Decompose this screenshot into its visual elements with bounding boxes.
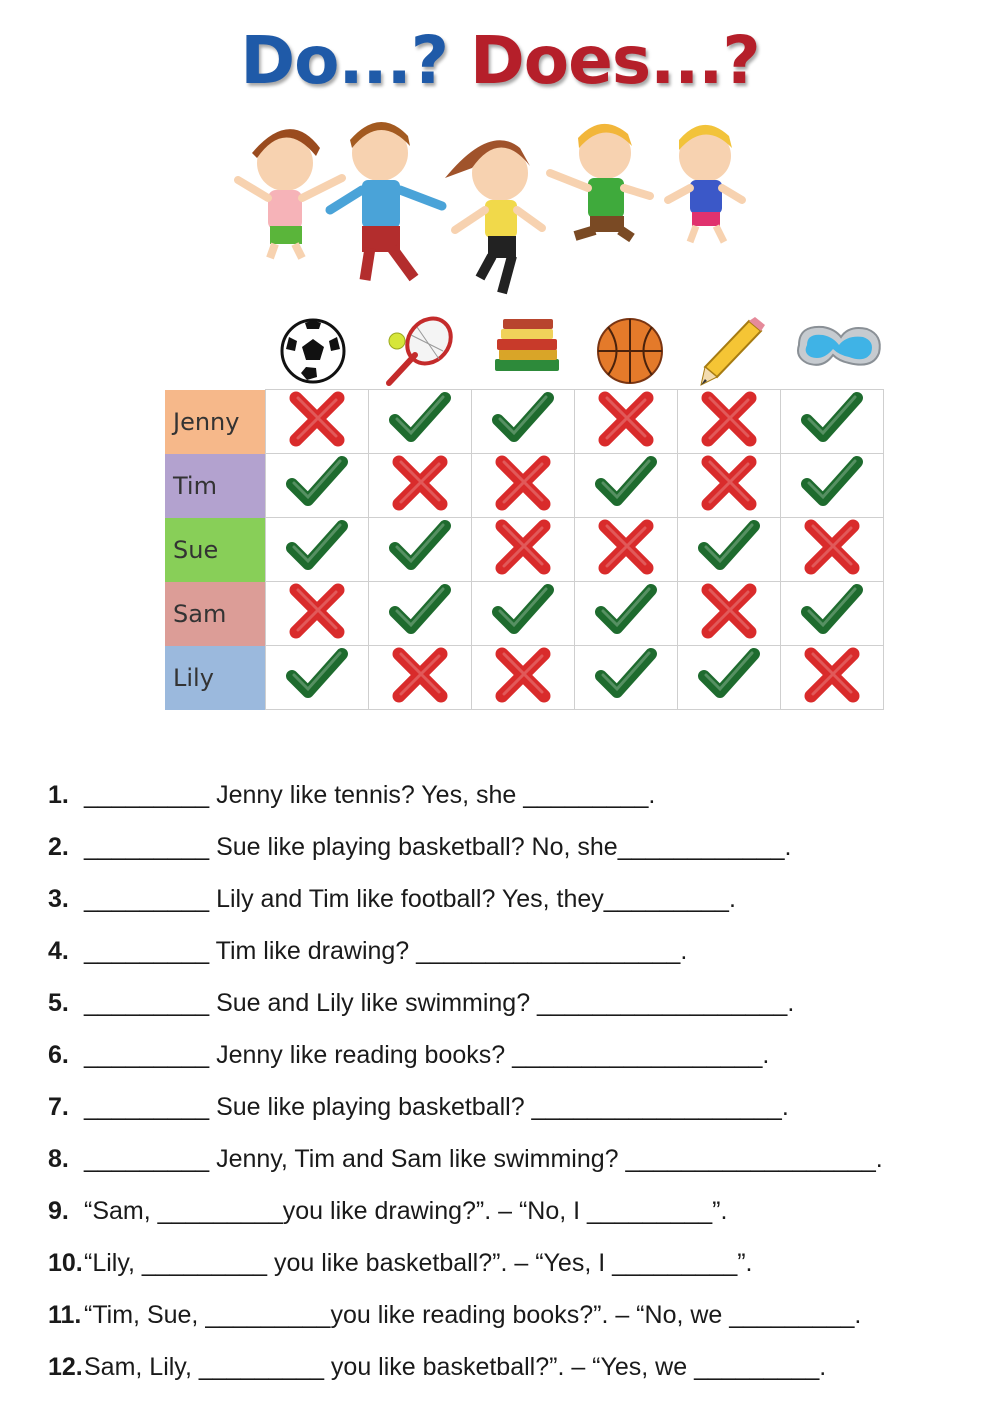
question-item xyxy=(48,1348,968,1400)
question-number: 2. xyxy=(48,833,69,861)
grid-cell xyxy=(369,454,472,518)
grid-cell xyxy=(781,582,884,646)
grid-cell xyxy=(678,582,781,646)
question-item xyxy=(48,1244,968,1296)
cross-mark-icon xyxy=(492,646,554,704)
cross-mark-icon xyxy=(492,454,554,512)
cross-mark-icon xyxy=(595,390,657,448)
question-item xyxy=(48,828,968,880)
question-text: _________ Tim like drawing? ___________________. xyxy=(84,937,688,965)
grid-cell xyxy=(266,454,369,518)
check-mark-icon xyxy=(698,646,760,704)
question-number: 12. xyxy=(48,1353,83,1381)
kid-1 xyxy=(238,129,342,258)
grid-cell xyxy=(678,646,781,710)
grid-cell xyxy=(678,390,781,454)
grid-cell xyxy=(472,390,575,454)
check-mark-icon xyxy=(801,454,863,512)
cross-mark-icon xyxy=(286,390,348,448)
grid-row-jenny xyxy=(165,390,884,454)
grid-cell xyxy=(369,582,472,646)
question-number: 4. xyxy=(48,937,69,965)
cross-mark-icon xyxy=(492,518,554,576)
question-number: 6. xyxy=(48,1041,69,1069)
check-mark-icon xyxy=(492,582,554,640)
grid-cell xyxy=(575,390,678,454)
activity-icons-row xyxy=(259,315,879,390)
grid-cell xyxy=(369,646,472,710)
title-do: Do...? xyxy=(240,22,448,99)
grid-cell xyxy=(575,518,678,582)
kid-5 xyxy=(668,125,742,242)
check-mark-icon xyxy=(389,582,451,640)
grid-cell xyxy=(472,582,575,646)
question-item xyxy=(48,1192,968,1244)
grid-cell xyxy=(678,518,781,582)
check-mark-icon xyxy=(595,582,657,640)
grid-row-tim xyxy=(165,454,884,518)
grid-row-sue xyxy=(165,518,884,582)
grid-cell xyxy=(472,518,575,582)
grid-cell xyxy=(575,454,678,518)
grid-cell xyxy=(472,454,575,518)
question-text: _________ Sue like playing basketball? No, she____________. xyxy=(84,833,792,861)
question-text: “Tim, Sue, _________you like reading books?”. – “No, we _________. xyxy=(84,1301,862,1329)
questions-list xyxy=(48,776,968,1400)
grid-cell xyxy=(781,454,884,518)
grid-cell xyxy=(781,518,884,582)
grid-cell xyxy=(575,646,678,710)
question-item xyxy=(48,776,968,828)
question-text: Sam, Lily, _________ you like basketball?”. – “Yes, we _________. xyxy=(84,1353,827,1381)
grid-cell xyxy=(266,646,369,710)
grid-cell xyxy=(369,390,472,454)
check-mark-icon xyxy=(286,518,348,576)
question-number: 5. xyxy=(48,989,69,1017)
tennis-racket-icon xyxy=(381,315,459,387)
title-does: Does...? xyxy=(469,22,760,99)
check-mark-icon xyxy=(492,390,554,448)
grid-cell xyxy=(781,390,884,454)
grid-cell xyxy=(472,646,575,710)
grid-cell xyxy=(266,518,369,582)
row-name-label: Sam xyxy=(165,582,266,646)
question-text: _________ Lily and Tim like football? Yes, they_________. xyxy=(84,885,736,913)
question-item xyxy=(48,1296,968,1348)
question-text: _________ Sue like playing basketball? __________________. xyxy=(84,1093,789,1121)
question-number: 11. xyxy=(48,1301,82,1329)
worksheet-title xyxy=(0,22,1000,99)
question-number: 3. xyxy=(48,885,69,913)
check-mark-icon xyxy=(389,518,451,576)
check-mark-icon xyxy=(389,390,451,448)
check-mark-icon xyxy=(595,646,657,704)
cross-mark-icon xyxy=(801,518,863,576)
grid-cell xyxy=(266,390,369,454)
cross-mark-icon xyxy=(389,646,451,704)
cross-mark-icon xyxy=(698,454,760,512)
question-item xyxy=(48,932,968,984)
question-text: _________ Sue and Lily like swimming? __________________. xyxy=(84,989,795,1017)
question-text: “Lily, _________ you like basketball?”. – “Yes, I _________”. xyxy=(84,1249,753,1277)
grid-cell xyxy=(575,582,678,646)
kid-2 xyxy=(330,122,442,280)
question-item xyxy=(48,880,968,932)
books-icon xyxy=(491,315,563,375)
cross-mark-icon xyxy=(389,454,451,512)
grid-cell xyxy=(266,582,369,646)
likes-grid xyxy=(165,389,884,710)
basketball-icon xyxy=(595,315,665,385)
swimming-pool-icon xyxy=(789,315,885,375)
question-item xyxy=(48,1140,968,1192)
row-name-label: Jenny xyxy=(165,390,266,454)
question-text: _________ Jenny like tennis? Yes, she _________. xyxy=(84,781,656,809)
question-item xyxy=(48,984,968,1036)
row-name-label: Tim xyxy=(165,454,266,518)
grid-cell xyxy=(369,518,472,582)
question-number: 9. xyxy=(48,1197,69,1225)
question-number: 7. xyxy=(48,1093,69,1121)
check-mark-icon xyxy=(801,390,863,448)
question-item xyxy=(48,1036,968,1088)
question-number: 1. xyxy=(48,781,69,809)
check-mark-icon xyxy=(698,518,760,576)
check-mark-icon xyxy=(595,454,657,512)
pencil-icon xyxy=(697,315,767,387)
cross-mark-icon xyxy=(698,390,760,448)
row-name-label: Sue xyxy=(165,518,266,582)
question-text: _________ Jenny, Tim and Sam like swimming? __________________. xyxy=(84,1145,883,1173)
check-mark-icon xyxy=(286,454,348,512)
cross-mark-icon xyxy=(286,582,348,640)
row-name-label: Lily xyxy=(165,646,266,710)
question-number: 8. xyxy=(48,1145,69,1173)
question-text: “Sam, _________you like drawing?”. – “No, I _________”. xyxy=(84,1197,728,1225)
cross-mark-icon xyxy=(595,518,657,576)
grid-cell xyxy=(781,646,884,710)
question-item xyxy=(48,1088,968,1140)
question-number: 10. xyxy=(48,1249,83,1277)
kid-3 xyxy=(445,140,542,293)
five-jumping-kids-illustration xyxy=(230,118,770,308)
grid-row-sam xyxy=(165,582,884,646)
check-mark-icon xyxy=(801,582,863,640)
grid-cell xyxy=(678,454,781,518)
kid-4 xyxy=(550,124,650,238)
check-mark-icon xyxy=(286,646,348,704)
cross-mark-icon xyxy=(698,582,760,640)
soccer-ball-icon xyxy=(279,315,347,385)
grid-row-lily xyxy=(165,646,884,710)
cross-mark-icon xyxy=(801,646,863,704)
question-text: _________ Jenny like reading books? __________________. xyxy=(84,1041,770,1069)
